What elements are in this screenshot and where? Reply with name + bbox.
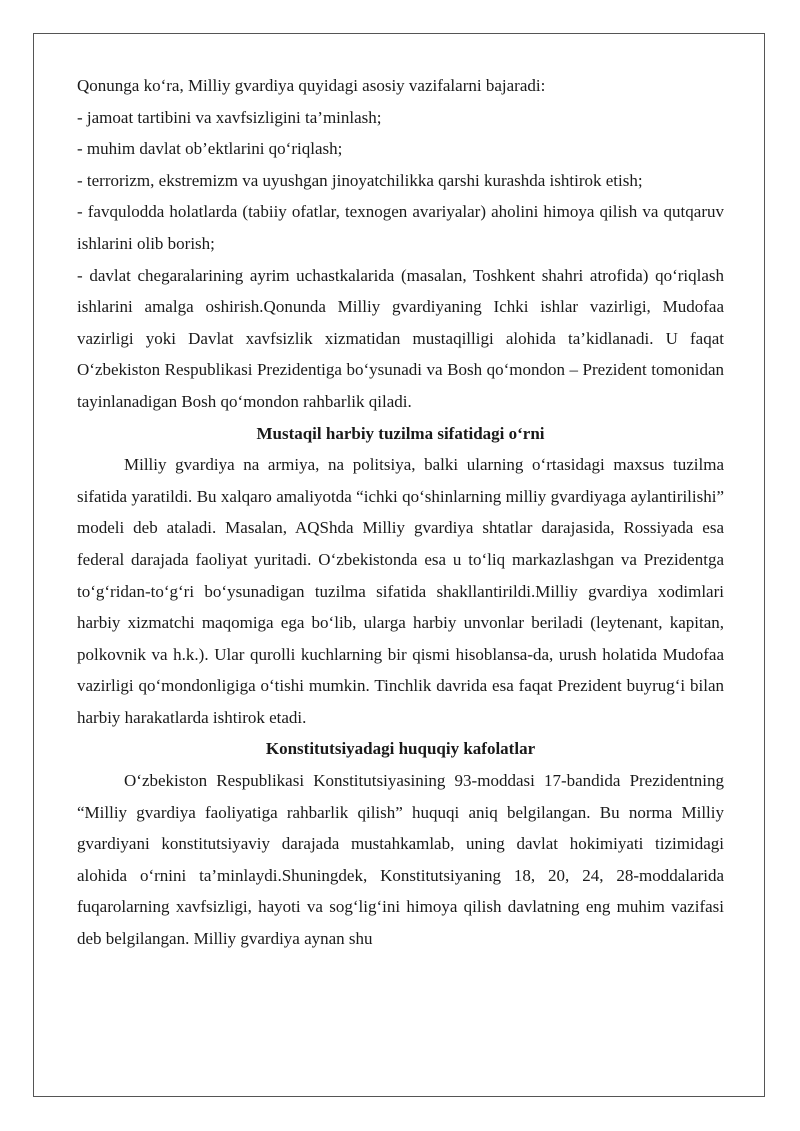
section-heading: Mustaqil harbiy tuzilma sifatidagi o‘rni: [256, 423, 545, 443]
section-heading: Konstitutsiyadagi huquqiy kafolatlar: [265, 739, 536, 759]
document-body: [77, 70, 724, 955]
intro-paragraph: Qonunga ko‘ra, Milliy gvardiya quyidagi asosiy vazifalarni bajaradi:: [77, 76, 546, 95]
list-item: - davlat chegaralarining ayrim uchastkalarida (masalan, Toshkent shahri atrofida) qo‘riqlash ishlarini amalga oshirish.Qonunda Milliy gvardiyaning Ichki ishlar vazirligi, Mudofaa vazirligi yoki Davlat xavfsizlik xizmatidan mustaqilligi alohida ta’kidlanadi. U faqat O‘zbekiston Respublikasi Prezidentiga bo‘ysunadi va Bosh qo‘mondon – Prezident tomonidan tayinlanadigan Bosh qo‘mondon rahbarlik qiladi.: [77, 265, 724, 411]
section-paragraph: Milliy gvardiya na armiya, na politsiya, balki ularning o‘rtasidagi maxsus tuzilma sifatida yaratildi. Bu xalqaro amaliyotda “ichki qo‘shinlarning milliy gvardiyaga aylantirilishi” modeli deb ataladi. Masalan, AQShda Milliy gvardiya shtatlar darajasida, Rossiyada esa federal darajada faoliyat yuritadi. O‘zbekistonda esa u to‘liq markazlashgan va Prezidentga to‘g‘ridan-to‘g‘ri bo‘ysunadigan tuzilma sifatida shakllantirildi.Milliy gvardiya xodimlari harbiy xizmatchi maqomiga ega bo‘lib, ularga harbiy unvonlar beriladi (leytenant, kapitan, polkovnik va h.k.). Ular qurolli kuchlarning bir qismi hisoblansa-da, urush holatida Mudofaa vazirligi qo‘mondonligiga o‘tishi mumkin. Tinchlik davrida esa faqat Prezident buyrug‘i bilan harbiy harakatlarda ishtirok etadi.: [77, 455, 724, 727]
list-item: - terrorizm, ekstremizm va uyushgan jinoyatchilikka qarshi kurashda ishtirok etish;: [77, 170, 643, 190]
list-item: - favqulodda holatlarda (tabiiy ofatlar, texnogen avariyalar) aholini himoya qilish va qutqaruv ishlarini olib borish;: [77, 202, 724, 253]
list-item: - jamoat tartibini va xavfsizligini ta’minlash;: [77, 107, 382, 127]
list-item: - muhim davlat ob’ektlarini qo‘riqlash;: [77, 139, 343, 159]
section-paragraph: O‘zbekiston Respublikasi Konstitutsiyasining 93-moddasi 17-bandida Prezidentning “Milliy gvardiya faoliyatiga rahbarlik qilish” huquqi aniq belgilangan. Bu norma Milliy gvardiyani konstitutsiyaviy darajada mustahkamlab, uning davlat hokimiyati tizimidagi alohida o‘rnini ta’minlaydi.Shuningdek, Konstitutsiyaning 18, 20, 24, 28-moddalarida fuqarolarning xavfsizligi, hayoti va sog‘lig‘ini himoya qilish davlatning eng muhim vazifasi deb belgilangan. Milliy gvardiya aynan shu: [77, 771, 724, 949]
